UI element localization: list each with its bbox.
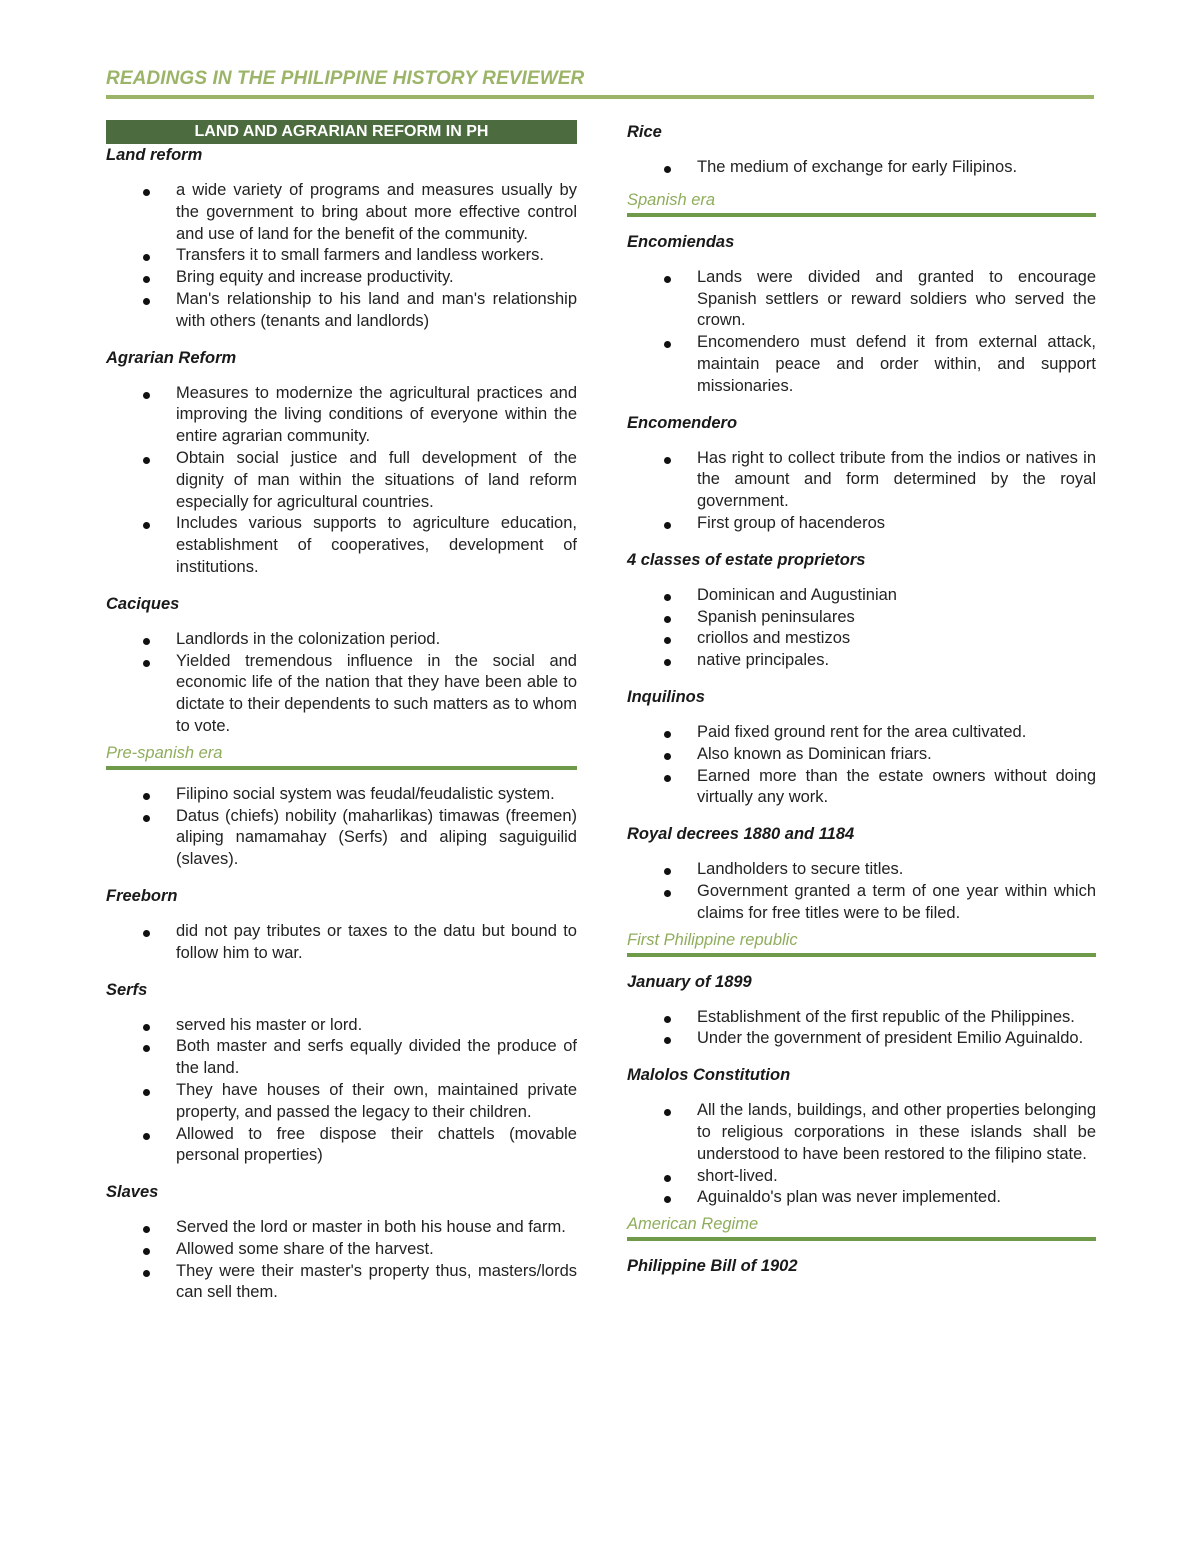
list-item: did not pay tributes or taxes to the datu but bound to follow him to war. bbox=[106, 921, 577, 965]
bullet-icon bbox=[143, 1089, 150, 1096]
section-rule bbox=[627, 953, 1096, 957]
bullet-icon bbox=[143, 189, 150, 196]
section-rule bbox=[627, 1237, 1096, 1241]
list-royal-decrees bbox=[627, 859, 1096, 924]
list-item: Man's relationship to his land and man's relationship with others (tenants and landlords) bbox=[106, 289, 577, 333]
bullet-icon bbox=[664, 166, 671, 173]
list-item: First group of hacenderos bbox=[627, 513, 1096, 535]
heading-malolos-constitution: Malolos Constitution bbox=[627, 1066, 791, 1085]
bullet-icon bbox=[664, 1037, 671, 1044]
list-item: Encomendero must defend it from external attack, maintain peace and order within, and support missionaries. bbox=[627, 332, 1096, 397]
list-item: Spanish peninsulares bbox=[627, 607, 1096, 629]
list-item: criollos and mestizos bbox=[627, 628, 1096, 650]
heading-slaves: Slaves bbox=[106, 1183, 159, 1202]
section-banner: LAND AND AGRARIAN REFORM IN PH bbox=[106, 120, 577, 144]
list-item: Filipino social system was feudal/feudalistic system. bbox=[106, 784, 577, 806]
bullet-icon bbox=[664, 1016, 671, 1023]
bullet-icon bbox=[664, 616, 671, 623]
bullet-icon bbox=[143, 638, 150, 645]
bullet-icon bbox=[143, 1024, 150, 1031]
list-item: Yielded tremendous influence in the social and economic life of the nation that they have been able to dictate to their dependents to such matters as to whom to vote. bbox=[106, 651, 577, 738]
list-item: They have houses of their own, maintained private property, and passed the legacy to their children. bbox=[106, 1080, 577, 1124]
heading-caciques: Caciques bbox=[106, 594, 180, 613]
section-rule bbox=[627, 213, 1096, 217]
list-agrarian-reform bbox=[106, 383, 577, 579]
bullet-icon bbox=[143, 1133, 150, 1140]
bullet-icon bbox=[143, 1045, 150, 1052]
list-estate-proprietors bbox=[627, 585, 1096, 672]
heading-philippine-bill-1902: Philippine Bill of 1902 bbox=[627, 1257, 798, 1276]
section-rule bbox=[106, 766, 577, 770]
heading-freeborn: Freeborn bbox=[106, 886, 178, 905]
heading-land-reform: Land reform bbox=[106, 146, 203, 164]
bullet-icon bbox=[143, 392, 150, 399]
bullet-icon bbox=[143, 1226, 150, 1233]
list-item: Includes various supports to agriculture education, establishment of cooperatives, development of institutions. bbox=[106, 513, 577, 578]
list-january-1899 bbox=[627, 1007, 1096, 1051]
bullet-icon bbox=[664, 659, 671, 666]
page-title: READINGS IN THE PHILIPPINE HISTORY REVIEWER bbox=[106, 68, 585, 89]
bullet-icon bbox=[143, 793, 150, 800]
list-item: a wide variety of programs and measures usually by the government to bring about more effective control and use of land for the benefit of the community. bbox=[106, 180, 577, 245]
list-item: Both master and serfs equally divided the produce of the land. bbox=[106, 1036, 577, 1080]
bullet-icon bbox=[143, 1270, 150, 1277]
list-encomendero bbox=[627, 448, 1096, 535]
bullet-icon bbox=[143, 276, 150, 283]
section-spanish: Spanish era bbox=[627, 190, 716, 209]
bullet-icon bbox=[143, 457, 150, 464]
section-pre-spanish: Pre-spanish era bbox=[106, 743, 223, 762]
list-item: Bring equity and increase productivity. bbox=[106, 267, 577, 289]
list-item: Allowed to free dispose their chattels (movable personal properties) bbox=[106, 1124, 577, 1168]
right-column bbox=[627, 120, 1096, 1277]
heading-rice: Rice bbox=[627, 123, 662, 141]
heading-serfs: Serfs bbox=[106, 980, 148, 999]
bullet-icon bbox=[664, 868, 671, 875]
section-american-regime: American Regime bbox=[627, 1215, 759, 1234]
list-pre-spanish bbox=[106, 784, 577, 871]
title-rule bbox=[106, 95, 1094, 99]
bullet-icon bbox=[143, 522, 150, 529]
bullet-icon bbox=[664, 1196, 671, 1203]
bullet-icon bbox=[664, 594, 671, 601]
list-item: short-lived. bbox=[627, 1166, 1096, 1188]
bullet-icon bbox=[664, 1175, 671, 1182]
list-item: Earned more than the estate owners without doing virtually any work. bbox=[627, 766, 1096, 810]
bullet-icon bbox=[664, 457, 671, 464]
list-item: The medium of exchange for early Filipinos. bbox=[627, 157, 1096, 179]
heading-agrarian-reform: Agrarian Reform bbox=[106, 348, 237, 367]
list-item: Government granted a term of one year within which claims for free titles were to be filed. bbox=[627, 881, 1096, 925]
list-freeborn bbox=[106, 921, 577, 965]
bullet-icon bbox=[664, 276, 671, 283]
list-item: Datus (chiefs) nobility (maharlikas) timawas (freemen) aliping namamahay (Serfs) and aliping saguiguilid (slaves). bbox=[106, 806, 577, 871]
list-item: Served the lord or master in both his house and farm. bbox=[106, 1217, 577, 1239]
list-item: Aguinaldo's plan was never implemented. bbox=[627, 1187, 1096, 1209]
bullet-icon bbox=[143, 815, 150, 822]
list-item: Establishment of the first republic of the Philippines. bbox=[627, 1007, 1096, 1029]
list-item: Also known as Dominican friars. bbox=[627, 744, 1096, 766]
list-serfs bbox=[106, 1015, 577, 1168]
section-first-republic: First Philippine republic bbox=[627, 930, 798, 949]
list-malolos-constitution bbox=[627, 1100, 1096, 1209]
heading-royal-decrees: Royal decrees 1880 and 1184 bbox=[627, 825, 855, 844]
heading-january-1899: January of 1899 bbox=[627, 972, 752, 991]
bullet-icon bbox=[664, 775, 671, 782]
list-item: Under the government of president Emilio Aguinaldo. bbox=[627, 1028, 1096, 1050]
list-item: They were their master's property thus, masters/lords can sell them. bbox=[106, 1261, 577, 1305]
bullet-icon bbox=[664, 522, 671, 529]
list-caciques bbox=[106, 629, 577, 738]
list-item: Has right to collect tribute from the indios or natives in the amount and form determined by the royal government. bbox=[627, 448, 1096, 513]
heading-inquilinos: Inquilinos bbox=[627, 687, 705, 706]
list-encomiendas bbox=[627, 267, 1096, 398]
bullet-icon bbox=[664, 731, 671, 738]
list-item: Lands were divided and granted to encourage Spanish settlers or reward soldiers who served the crown. bbox=[627, 267, 1096, 332]
list-item: Paid fixed ground rent for the area cultivated. bbox=[627, 722, 1096, 744]
left-column bbox=[106, 120, 577, 1318]
list-item: Allowed some share of the harvest. bbox=[106, 1239, 577, 1261]
bullet-icon bbox=[143, 660, 150, 667]
bullet-icon bbox=[664, 1109, 671, 1116]
list-rice bbox=[627, 157, 1096, 179]
bullet-icon bbox=[664, 637, 671, 644]
bullet-icon bbox=[143, 930, 150, 937]
bullet-icon bbox=[664, 341, 671, 348]
list-item: Dominican and Augustinian bbox=[627, 585, 1096, 607]
list-land-reform bbox=[106, 180, 577, 333]
bullet-icon bbox=[143, 298, 150, 305]
list-item: Landholders to secure titles. bbox=[627, 859, 1096, 881]
list-item: Measures to modernize the agricultural practices and improving the living conditions of everyone within the entire agrarian community. bbox=[106, 383, 577, 448]
list-inquilinos bbox=[627, 722, 1096, 809]
bullet-icon bbox=[664, 890, 671, 897]
list-item: Obtain social justice and full development of the dignity of man within the situations of land reform especially for agricultural countries. bbox=[106, 448, 577, 513]
bullet-icon bbox=[664, 753, 671, 760]
bullet-icon bbox=[143, 254, 150, 261]
heading-encomiendas: Encomiendas bbox=[627, 232, 735, 251]
bullet-icon bbox=[143, 1248, 150, 1255]
heading-estate-proprietors: 4 classes of estate proprietors bbox=[627, 550, 866, 569]
list-item: served his master or lord. bbox=[106, 1015, 577, 1037]
list-item: Landlords in the colonization period. bbox=[106, 629, 577, 651]
list-item: native principales. bbox=[627, 650, 1096, 672]
list-item: All the lands, buildings, and other properties belonging to religious corporations in these islands shall be understood to have been restored to the filipino state. bbox=[627, 1100, 1096, 1165]
list-slaves bbox=[106, 1217, 577, 1304]
list-item: Transfers it to small farmers and landless workers. bbox=[106, 245, 577, 267]
heading-encomendero: Encomendero bbox=[627, 413, 738, 432]
